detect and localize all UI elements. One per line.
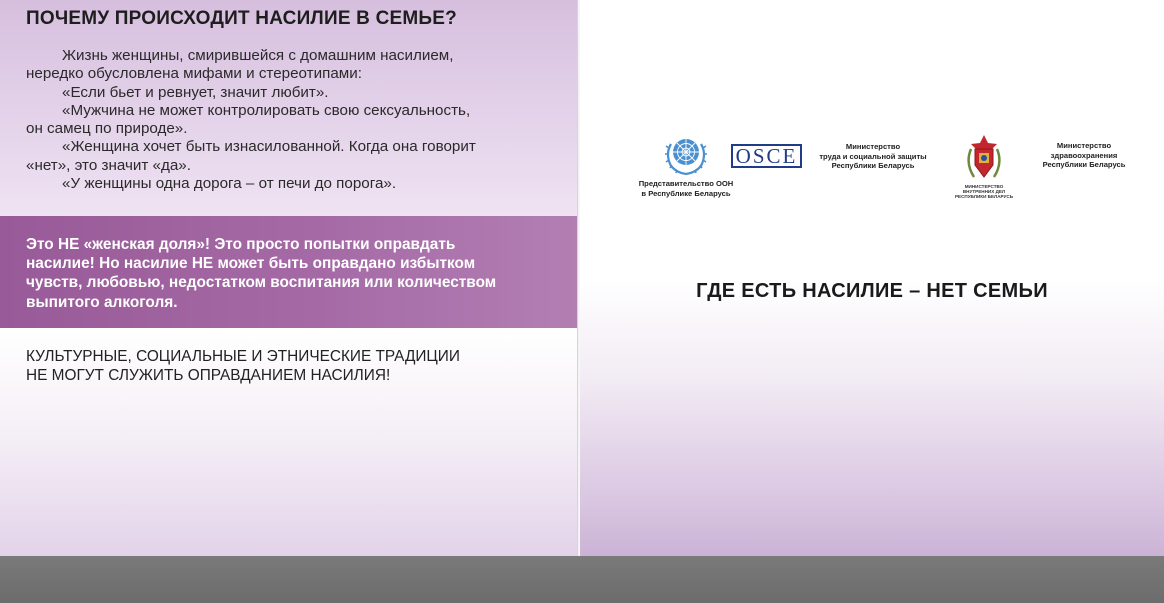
osce-logo (731, 144, 802, 168)
myth-line: Жизнь женщины, смирившейся с домашним насилием, (62, 47, 454, 64)
callout-text (26, 235, 566, 312)
myths-paragraph (26, 47, 566, 193)
caption-line: Республики Беларусь (831, 161, 915, 171)
footer-bar (0, 556, 1164, 603)
mvd-logo (942, 133, 1026, 200)
mvd-caption (942, 184, 1026, 200)
callout-line: чувств, любовью, недостатком воспитания или количеством (26, 274, 497, 292)
un-emblem-icon (663, 130, 709, 176)
myth-line: «Если бьет и ревнует, значит любит». (62, 83, 329, 101)
myth-line: «Мужчина не может контролировать свою сексуальность, (62, 101, 471, 119)
mvd-emblem-icon (964, 133, 1004, 183)
callout-banner (0, 216, 578, 328)
callout-line: выпитого алкоголя. (26, 293, 178, 311)
osce-wordmark: OSCE (735, 144, 798, 168)
caption-line: Республики Беларусь (1042, 160, 1126, 170)
ministry-labor-caption (814, 142, 932, 171)
caption-line: Министерство (845, 142, 901, 151)
caption-line: МИНИСТЕРСТВО (964, 184, 1004, 189)
culture-line: НЕ МОГУТ СЛУЖИТЬ ОПРАВДАНИЕМ НАСИЛИЯ! (26, 367, 391, 384)
page-title: ПОЧЕМУ ПРОИСХОДИТ НАСИЛИЕ В СЕМЬЕ? (26, 8, 457, 29)
ministry-health-caption (1032, 141, 1136, 170)
caption-line: РЕСПУБЛИКИ БЕЛАРУСЬ (954, 194, 1014, 200)
un-caption-line: Представительство ООН (638, 179, 734, 188)
caption-line: ВНУТРЕННИХ ДЕЛ (962, 189, 1006, 195)
myth-line: «У женщины одна дорога – от печи до порога». (62, 175, 397, 193)
culture-line: КУЛЬТУРНЫЕ, СОЦИАЛЬНЫЕ И ЭТНИЧЕСКИЕ ТРАДИЦИИ (26, 348, 460, 365)
right-page (580, 0, 1164, 603)
caption-line: здравоохранения (1050, 150, 1118, 160)
caption-line: Министерство (1056, 141, 1112, 150)
un-caption (621, 179, 751, 198)
myth-line: он самец по природе». (26, 120, 188, 138)
myth-line: «нет», это значит «да». (26, 156, 191, 174)
callout-line: насилие! Но насилие НЕ может быть оправдано избытком (26, 255, 476, 273)
myth-line: «Женщина хочет быть изнасилованной. Когда она говорит (62, 138, 476, 156)
caption-line: труда и социальной защиты (819, 151, 927, 161)
culture-statement (26, 347, 566, 385)
callout-line: Это НЕ «женская доля»! Это просто попытки оправдать (26, 236, 456, 253)
left-page (0, 0, 578, 603)
un-caption-line: в Республике Беларусь (641, 188, 731, 198)
myth-line: нередко обусловлена мифами и стереотипами: (26, 65, 362, 83)
slogan-heading: ГДЕ ЕСТЬ НАСИЛИЕ – НЕТ СЕМЬИ (696, 280, 1048, 302)
